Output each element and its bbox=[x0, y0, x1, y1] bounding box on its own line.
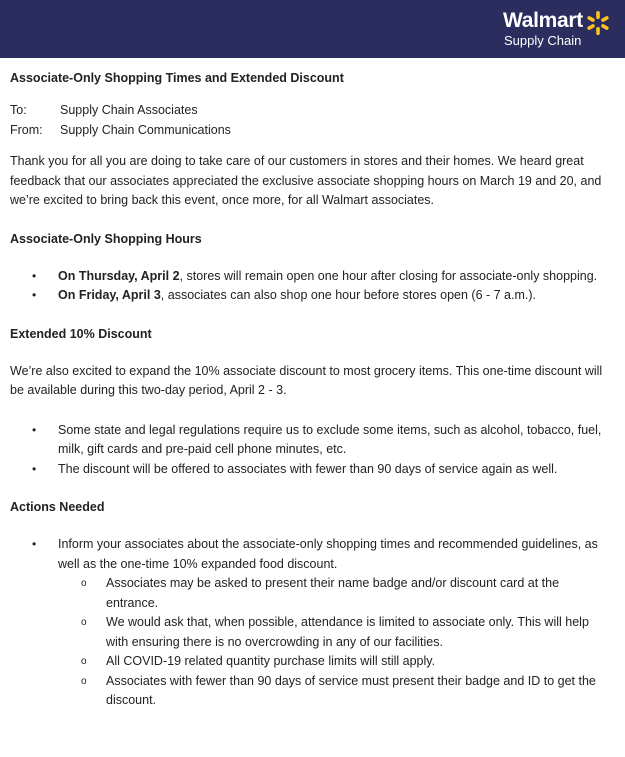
walmart-logo bbox=[503, 9, 583, 48]
list-item: • The discount will be offered to associates with fewer than 90 days of service again as well. bbox=[10, 460, 615, 480]
list-item bbox=[10, 286, 615, 306]
discount-paragraph: We’re also excited to expand the 10% associate discount to most grocery items. This one-time discount will be available during this two-day period, April 2 - 3. bbox=[10, 363, 603, 397]
memo-from-value: Supply Chain Communications bbox=[60, 123, 231, 137]
logo-subtitle: Supply Chain bbox=[504, 33, 582, 48]
actions-main-text: Inform your associates about the associate-only shopping times and recommended guidelines, as well as the one-time 10% expanded food discount. bbox=[58, 537, 598, 571]
memo-to-value: Supply Chain Associates bbox=[60, 103, 198, 117]
header-banner bbox=[0, 0, 625, 58]
list-item bbox=[10, 535, 615, 711]
actions-list bbox=[10, 535, 615, 711]
memo-to-label: To: bbox=[10, 103, 27, 117]
list-item bbox=[10, 267, 615, 287]
hours-heading: Associate-Only Shopping Hours bbox=[10, 231, 202, 246]
actions-sublist bbox=[58, 574, 609, 711]
memo-from-row bbox=[10, 120, 615, 140]
hours-item-date: On Friday, April 3 bbox=[58, 288, 161, 302]
spark-icon bbox=[584, 9, 612, 37]
page-title: Associate-Only Shopping Times and Extended Discount bbox=[10, 71, 344, 85]
memo-to-row bbox=[10, 100, 615, 120]
hours-item-date: On Thursday, April 2 bbox=[58, 268, 180, 283]
logo-wordmark: Walmart bbox=[503, 9, 583, 32]
actions-heading: Actions Needed bbox=[10, 500, 105, 514]
sub-list-item: o Associates with fewer than 90 days of service must present their badge and ID to get the discount. bbox=[58, 672, 609, 711]
discount-list bbox=[10, 421, 615, 480]
sub-list-item: o Associates may be asked to present their name badge and/or discount card at the entrance. bbox=[58, 574, 609, 613]
hours-item-text: , stores will remain open one hour after closing for associate-only shopping. bbox=[179, 268, 598, 283]
memo-from-label: From: bbox=[10, 123, 43, 137]
discount-heading: Extended 10% Discount bbox=[10, 326, 152, 341]
hours-list bbox=[10, 267, 615, 306]
sub-list-item: o All COVID-19 related quantity purchase limits will still apply. bbox=[58, 652, 609, 672]
hours-item-text: , associates can also shop one hour before stores open (6 - 7 a.m.). bbox=[160, 288, 537, 302]
list-item: • Some state and legal regulations require us to exclude some items, such as alcohol, tobacco, fuel, milk, gift cards and pre-paid cell phone minutes, etc. bbox=[10, 421, 615, 460]
memo-header bbox=[10, 100, 615, 140]
memo-body bbox=[0, 58, 625, 711]
sub-list-item: o We would ask that, when possible, attendance is limited to associate only. This will help with ensuring there is no overcrowding in any of our facilities. bbox=[58, 613, 609, 652]
intro-paragraph: Thank you for all you are doing to take care of our customers in stores and their homes. We heard great feedback that our associates appreciated the exclusive associate shopping hours on March 19 and 20, and we’re excited to bring back this event, once more, for all Walmart associates. bbox=[10, 154, 602, 207]
